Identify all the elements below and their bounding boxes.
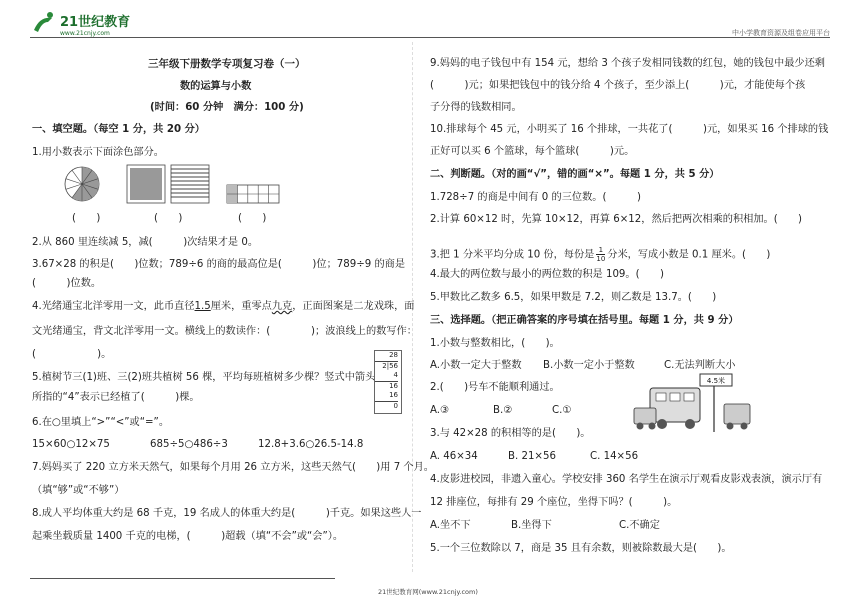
pie-fraction-figure <box>64 166 100 202</box>
footer-rule <box>30 578 335 579</box>
paper-subtitle: 数的运算与小数 <box>180 81 252 92</box>
section-choice-heading: 三、选择题。（把正确答案的序号填在括号里。每题 1 分，共 9 分） <box>430 315 739 326</box>
question-4-line2: 文光绪通宝，背文北洋零用一文。横线上的数读作：( )；波浪线上的数写作： <box>32 326 417 337</box>
q6-item-3: 12.8+3.6○26.5-14.8 <box>258 439 364 450</box>
choice-4-option-b[interactable]: B.坐得下 <box>511 520 552 531</box>
q6-item-2: 685÷5○486÷3 <box>150 439 228 450</box>
choice-3-option-a[interactable]: A. 46×34 <box>430 451 478 462</box>
footer-site: 21世纪教育网(www.21cnjy.com) <box>378 588 478 596</box>
svg-text:www.21cnjy.com: www.21cnjy.com <box>60 30 110 37</box>
height-limit-sign: 4.5米 <box>706 377 726 385</box>
division-quotient: 28 <box>389 351 398 359</box>
choice-2-option-a[interactable]: A.③ <box>430 405 450 416</box>
section-fill-blank-heading: 一、填空题。（每空 1 分，共 20 分） <box>32 124 205 135</box>
division-step-2: 16 <box>375 381 398 392</box>
question-5-line2: 所指的“4”表示已经植了( )棵。 <box>32 392 200 403</box>
question-9-line1: 9.妈妈的电子钱包中有 154 元，想给 3 个孩子发相同钱数的红包，她的钱包中最少还剩 <box>430 58 825 69</box>
paper-meta: (时间：60 分钟 满分：100 分) <box>150 102 304 113</box>
square-shaded-figure <box>126 164 166 204</box>
question-7-line2: （填“够”或“不够”） <box>32 485 125 496</box>
choice-2-option-c[interactable]: C.① <box>552 405 572 416</box>
header-rule <box>30 37 830 38</box>
fraction-one-tenth: $\frac{1}{10}$ <box>596 246 606 263</box>
judge-1: 1.728÷7 的商是中间有 0 的三位数。( ) <box>430 192 641 203</box>
q1-blank-c[interactable]: ( ) <box>238 213 267 224</box>
site-logo <box>30 10 150 38</box>
choice-5: 5.一个三位数除以 7，商是 35 且有余数，则被除数最大是( )。 <box>430 543 732 554</box>
division-step-1: 4 <box>393 371 398 379</box>
q6-item-1: 15×60○12×75 <box>32 439 110 450</box>
judge-2: 2.计算 60×12 时，先算 10×12，再算 6×12，然后把两次相乘的积相加。( ) <box>430 214 803 225</box>
question-8-line1: 8.成人平均体重大约是 68 千克，19 名成人的体重大约是( )千克。如果这些人一 <box>32 508 422 519</box>
q1-blank-a[interactable]: ( ) <box>72 213 101 224</box>
question-1: 1.用小数表示下面涂色部分。 <box>32 147 164 158</box>
choice-3-option-c[interactable]: C. 14×56 <box>590 451 639 462</box>
choice-1-option-c[interactable]: C.无法判断大小 <box>664 360 736 371</box>
choice-4-option-a[interactable]: A.坐不下 <box>430 520 471 531</box>
choice-2-option-b[interactable]: B.② <box>493 405 513 416</box>
question-4-line1: 4.光绪通宝北洋零用一文，此币直径1.5厘米，重零点九克，正面图案是二龙戏珠，面 <box>32 301 415 312</box>
judge-3: 3.把 1 分米平均分成 10 份，每份是 $\frac{1}{10}$ 分米，写成小数是 0.1 厘米。( ) <box>430 246 771 263</box>
q1-blank-b[interactable]: ( ) <box>154 213 183 224</box>
judge-5: 5.甲数比乙数多 6.5，如果甲数是 7.2，则乙数是 13.7。( ) <box>430 292 717 303</box>
question-3-line2: ( )位数。 <box>32 278 102 289</box>
choice-1: 1.小数与整数相比，( )。 <box>430 338 560 349</box>
vehicles-height-limit-illustration <box>632 370 752 434</box>
division-step-3: 16 <box>389 391 398 399</box>
choice-3: 3.与 42×28 的积相等的是( )。 <box>430 428 591 439</box>
question-7-line1: 7.妈妈买了 220 立方米天然气，如果每个月用 26 立方米，这些天然气( )用 7 个月。 <box>32 462 434 473</box>
question-4-line3: ( )。 <box>32 349 112 360</box>
question-8-line2: 起乘坐载质量 1400 千克的电梯，( )超载（填“不会”或“会”）。 <box>32 531 344 542</box>
platform-label: 中小学教育资源及组卷应用平台 <box>732 29 830 37</box>
section-judge-heading: 二、判断题。（对的画“√”，错的画“×”。每题 1 分，共 5 分） <box>430 169 720 180</box>
question-6: 6.在○里填上“>”“<”或“=”。 <box>32 417 170 428</box>
choice-4-option-c[interactable]: C.不确定 <box>619 520 660 531</box>
division-remainder: 0 <box>375 401 398 412</box>
choice-4-line1: 4.皮影进校园，非遗入童心。学校安排 360 名学生在演示厅观看皮影戏表演，演示厅有 <box>430 474 823 485</box>
long-division-figure <box>374 350 402 414</box>
paper-title: 三年级下册数学专项复习卷（一） <box>148 58 306 70</box>
choice-1-option-a[interactable]: A.小数一定大于整数 <box>430 360 522 371</box>
choice-2: 2.( )号车不能顺利通过。 <box>430 382 560 393</box>
striped-square-figure <box>170 164 210 204</box>
question-9-line2: ( )元；如果把钱包中的钱分给 4 个孩子，至少添上( )元，才能使每个孩 <box>430 80 806 91</box>
choice-4-line2: 12 排座位，每排有 29 个座位，坐得下吗？( )。 <box>430 497 678 508</box>
choice-1-option-b[interactable]: B.小数一定小于整数 <box>543 360 635 371</box>
question-10-line2: 正好可以买 6 个篮球，每个篮球( )元。 <box>430 146 635 157</box>
grid-fraction-figure <box>226 184 280 204</box>
judge-4: 4.最大的两位数与最小的两位数的积是 109。( ) <box>430 269 664 280</box>
question-2: 2.从 860 里连续减 5，减( )次结果才是 0。 <box>32 237 259 248</box>
svg-text:21世纪教育: 21世纪教育 <box>60 15 131 30</box>
question-5-line1: 5.植树节三(1)班、三(2)班共植树 56 棵，平均每班植树多少棵？竖式中箭头 <box>32 372 376 383</box>
question-10-line1: 10.排球每个 45 元，小明买了 16 个排球，一共花了( )元，如果买 16 个排球的钱 <box>430 124 829 135</box>
question-9-line3: 子分得的钱数相同。 <box>430 102 522 113</box>
question-3-line1: 3.67×28 的积是( )位数；789÷6 的商的最高位是( )位；789÷9 的商是 <box>32 259 406 270</box>
runner-logo-icon <box>30 10 150 38</box>
choice-3-option-b[interactable]: B. 21×56 <box>508 451 556 462</box>
division-dividend: 2|56 <box>375 361 398 372</box>
